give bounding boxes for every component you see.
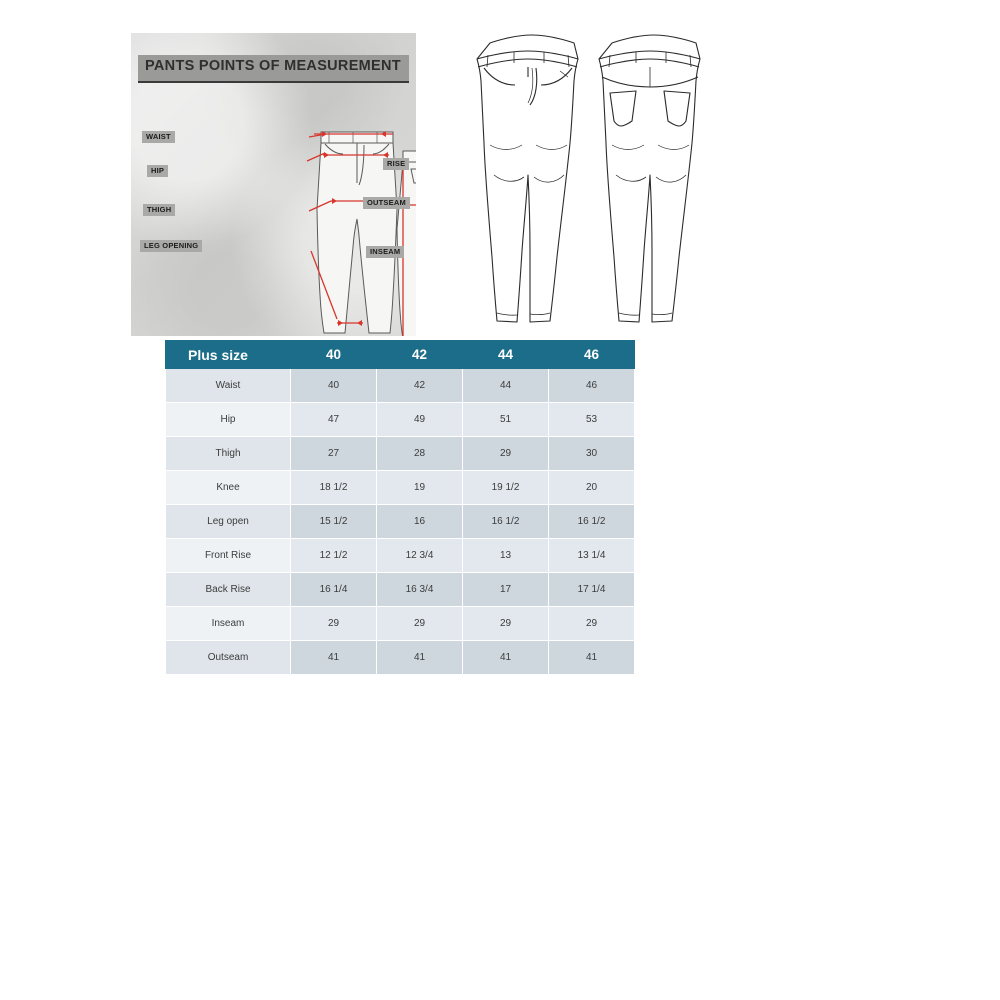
header-size-46: 46 <box>549 341 635 369</box>
size-table <box>165 340 635 675</box>
header-plus-size: Plus size <box>166 341 291 369</box>
cell-hip-46: 53 <box>549 403 635 437</box>
row-label-knee: Knee <box>166 471 291 505</box>
cell-back-rise-46: 17 1/4 <box>549 573 635 607</box>
table-row <box>166 641 635 675</box>
table-row <box>166 403 635 437</box>
label-leg-opening: LEG OPENING <box>140 240 202 252</box>
cell-waist-44: 44 <box>463 369 549 403</box>
label-hip: HIP <box>147 165 168 177</box>
cell-leg-open-44: 16 1/2 <box>463 505 549 539</box>
measurement-diagram-card <box>131 33 416 336</box>
cell-waist-42: 42 <box>377 369 463 403</box>
table-row <box>166 369 635 403</box>
row-label-leg-open: Leg open <box>166 505 291 539</box>
row-label-back-rise: Back Rise <box>166 573 291 607</box>
cell-inseam-40: 29 <box>291 607 377 641</box>
cell-inseam-46: 29 <box>549 607 635 641</box>
header-size-42: 42 <box>377 341 463 369</box>
row-label-hip: Hip <box>166 403 291 437</box>
row-label-inseam: Inseam <box>166 607 291 641</box>
pants-flat-back-icon <box>599 35 700 322</box>
cell-knee-40: 18 1/2 <box>291 471 377 505</box>
table-row <box>166 573 635 607</box>
cell-inseam-44: 29 <box>463 607 549 641</box>
cell-knee-46: 20 <box>549 471 635 505</box>
technical-flats-illustration <box>460 25 740 340</box>
header-size-44: 44 <box>463 341 549 369</box>
table-row <box>166 539 635 573</box>
size-table-container <box>165 340 635 675</box>
cell-back-rise-40: 16 1/4 <box>291 573 377 607</box>
cell-back-rise-42: 16 3/4 <box>377 573 463 607</box>
cell-thigh-40: 27 <box>291 437 377 471</box>
table-row <box>166 505 635 539</box>
cell-front-rise-46: 13 1/4 <box>549 539 635 573</box>
cell-hip-44: 51 <box>463 403 549 437</box>
row-label-thigh: Thigh <box>166 437 291 471</box>
cell-inseam-42: 29 <box>377 607 463 641</box>
cell-knee-44: 19 1/2 <box>463 471 549 505</box>
diagram-illustration <box>131 33 416 336</box>
table-row <box>166 471 635 505</box>
pants-flat-front-icon <box>477 35 578 322</box>
diagram-title: PANTS POINTS OF MEASUREMENT <box>145 58 401 74</box>
cell-waist-40: 40 <box>291 369 377 403</box>
label-inseam: INSEAM <box>366 246 404 258</box>
cell-hip-42: 49 <box>377 403 463 437</box>
cell-outseam-44: 41 <box>463 641 549 675</box>
row-label-outseam: Outseam <box>166 641 291 675</box>
size-table-header-row <box>166 341 635 369</box>
pants-front-icon <box>302 121 397 333</box>
cell-outseam-46: 41 <box>549 641 635 675</box>
table-row <box>166 607 635 641</box>
label-thigh: THIGH <box>143 204 175 216</box>
header-size-40: 40 <box>291 341 377 369</box>
cell-leg-open-40: 15 1/2 <box>291 505 377 539</box>
cell-thigh-42: 28 <box>377 437 463 471</box>
cell-back-rise-44: 17 <box>463 573 549 607</box>
label-outseam: OUTSEAM <box>363 197 410 209</box>
cell-front-rise-44: 13 <box>463 539 549 573</box>
pants-back-icon <box>397 151 416 336</box>
cell-outseam-40: 41 <box>291 641 377 675</box>
cell-outseam-42: 41 <box>377 641 463 675</box>
cell-hip-40: 47 <box>291 403 377 437</box>
table-row <box>166 437 635 471</box>
row-label-front-rise: Front Rise <box>166 539 291 573</box>
cell-front-rise-40: 12 1/2 <box>291 539 377 573</box>
cell-thigh-46: 30 <box>549 437 635 471</box>
label-rise: RISE <box>383 158 409 170</box>
cell-leg-open-42: 16 <box>377 505 463 539</box>
cell-knee-42: 19 <box>377 471 463 505</box>
cell-leg-open-46: 16 1/2 <box>549 505 635 539</box>
cell-waist-46: 46 <box>549 369 635 403</box>
label-waist: WAIST <box>142 131 175 143</box>
row-label-waist: Waist <box>166 369 291 403</box>
cell-front-rise-42: 12 3/4 <box>377 539 463 573</box>
cell-thigh-44: 29 <box>463 437 549 471</box>
